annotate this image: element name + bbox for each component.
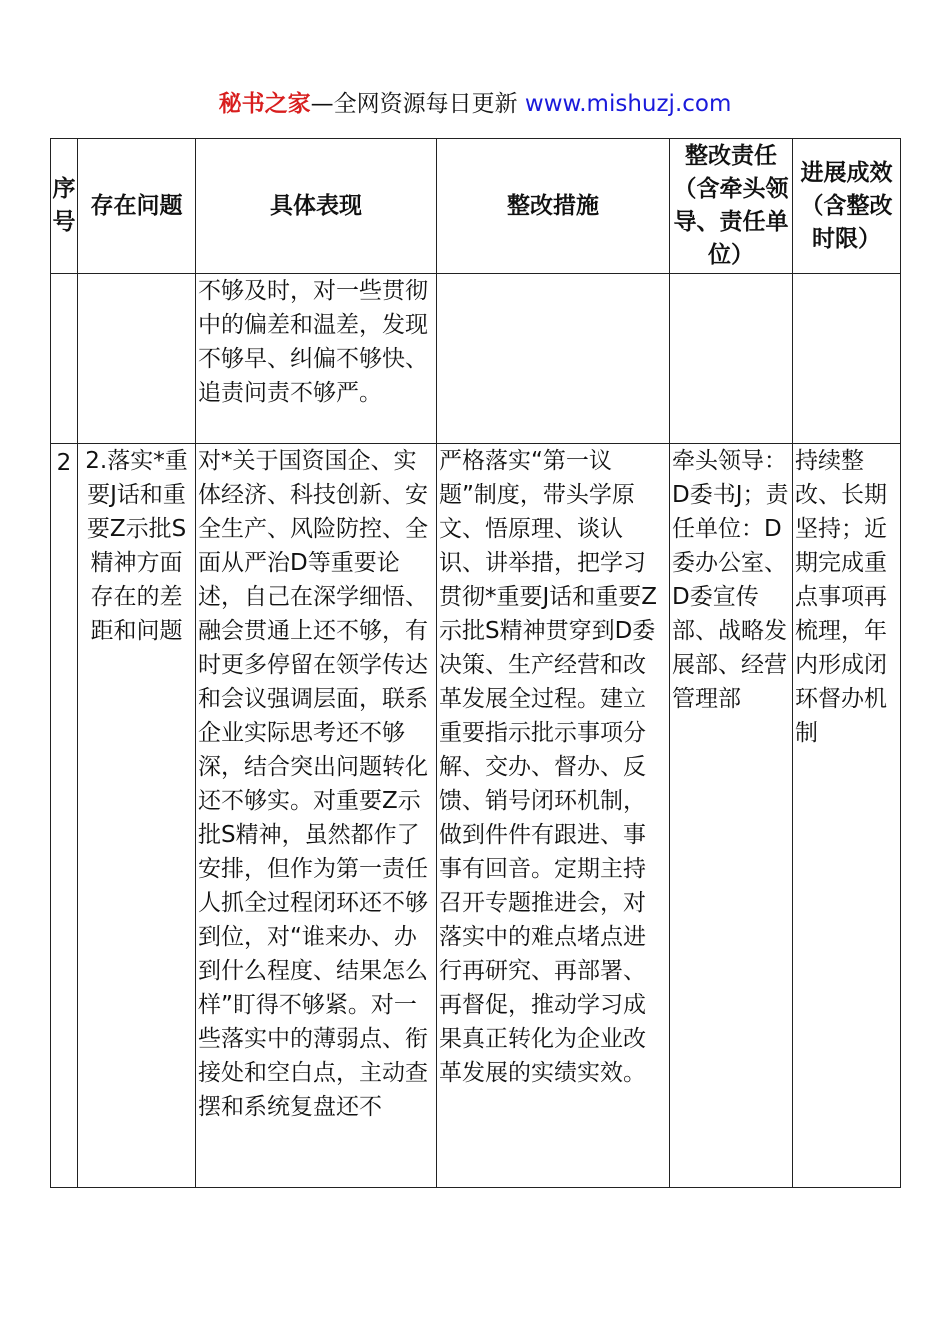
cell-problem bbox=[78, 274, 196, 444]
col-header-measures: 整改措施 bbox=[437, 139, 670, 274]
site-brand: 秘书之家 bbox=[218, 91, 311, 117]
rectification-table bbox=[50, 138, 901, 1188]
site-header bbox=[0, 88, 950, 120]
col-header-number: 序号 bbox=[51, 139, 78, 274]
cell-measures: 严格落实“第一议题”制度，带头学原文、悟原理、谈认识、讲举措，把学习贯彻*重要J话和重要Z示批S精神贯穿到D委决策、生产经营和改革发展全过程。建立重要指示批示事项分解、交办、督办、反馈、销号闭环机制，做到件件有跟进、事事有回音。定期主持召开专题推进会，对落实中的难点堵点进行再研究、再部署、再督促，推动学习成果真正转化为企业改革发展的实绩实效。 bbox=[437, 444, 670, 1188]
table-row bbox=[51, 274, 901, 444]
col-header-progress: 进展成效（含整改时限） bbox=[793, 139, 901, 274]
cell-number bbox=[51, 274, 78, 444]
cell-performance: 不够及时，对一些贯彻中的偏差和温差，发现不够早、纠偏不够快、追责问责不够严。 bbox=[196, 274, 437, 444]
site-tagline: —全网资源每日更新 bbox=[310, 91, 525, 117]
cell-responsibility bbox=[670, 274, 793, 444]
table-header-row bbox=[51, 139, 901, 274]
col-header-problem: 存在问题 bbox=[78, 139, 196, 274]
cell-performance: 对*关于国资国企、实体经济、科技创新、安全生产、风险防控、全面从严治D等重要论述，自己在深学细悟、融会贯通上还不够，有时更多停留在领学传达和会议强调层面，联系企业实际思考还不够深，结合突出问题转化还不够实。对重要Z示批S精神，虽然都作了安排，但作为第一责任人抓全过程闭环还不够到位，对“谁来办、办到什么程度、结果怎么样”盯得不够紧。对一些落实中的薄弱点、衔接处和空白点，主动查摆和系统复盘还不 bbox=[196, 444, 437, 1188]
cell-number: 2 bbox=[51, 444, 78, 1188]
cell-problem: 2.落实*重要J话和重要Z示批S精神方面存在的差距和问题 bbox=[78, 444, 196, 1188]
cell-progress bbox=[793, 274, 901, 444]
col-header-performance: 具体表现 bbox=[196, 139, 437, 274]
col-header-responsibility: 整改责任（含牵头领导、责任单位） bbox=[670, 139, 793, 274]
cell-progress: 持续整改、长期坚持；近期完成重点事项再梳理，年内形成闭环督办机制 bbox=[793, 444, 901, 1188]
cell-measures bbox=[437, 274, 670, 444]
site-url-link[interactable]: www.mishuzj.com bbox=[524, 91, 732, 117]
cell-responsibility: 牵头领导：D委书J；责任单位：D委办公室、D委宣传部、战略发展部、经营管理部 bbox=[670, 444, 793, 1188]
table-row bbox=[51, 444, 901, 1188]
